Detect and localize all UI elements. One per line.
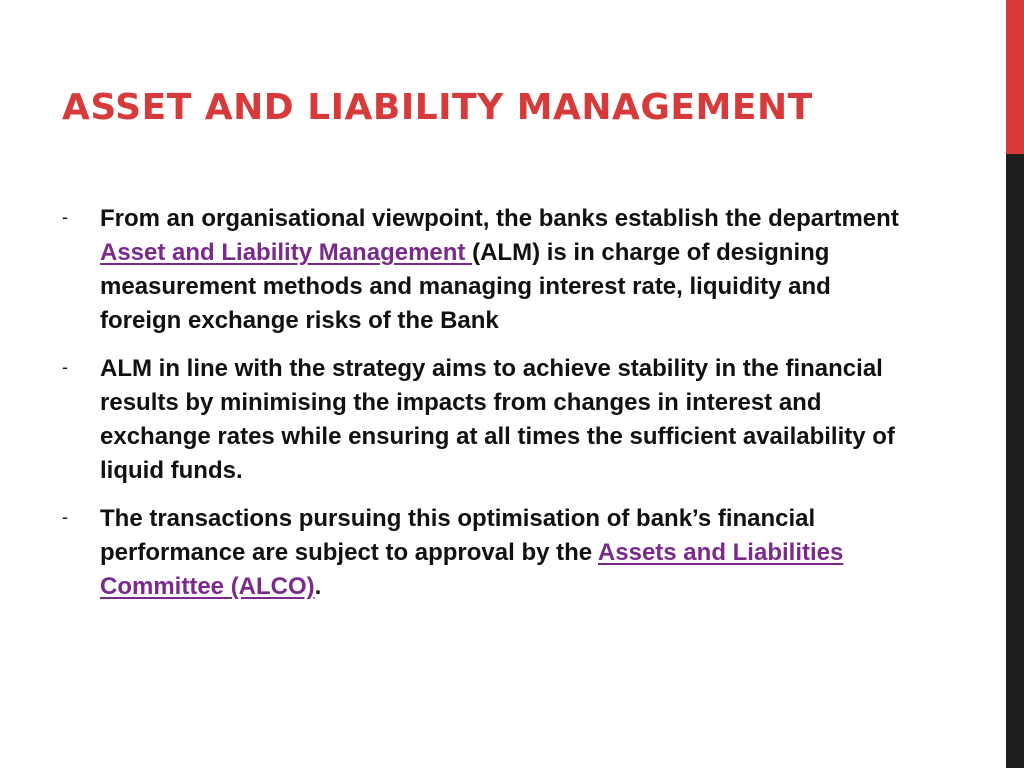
dash-marker: -	[62, 357, 68, 377]
slide-title: ASSET AND LIABILITY MANAGEMENT	[62, 87, 813, 128]
bullet-item-1	[62, 202, 902, 338]
bullet-2-text: ALM in line with the strategy aims to achieve stability in the financial results by minimising the impacts from changes in interest and exchange rates while ensuring at all times the sufficient availability of liquid funds.	[100, 355, 895, 484]
right-edge-accent	[1006, 0, 1024, 154]
bullet-1-text-start: From an organisational viewpoint, the banks establish the department	[100, 205, 899, 232]
alco-link[interactable]: Assets and Liabilities Committee (ALCO)	[100, 539, 844, 600]
bullet-3-text-start: The transactions pursuing this optimisation of bank’s financial performance are subject to approval by the	[100, 505, 816, 566]
bullet-item-3	[62, 502, 902, 604]
bullet-1-text-end: (ALM) is in charge of designing measurement methods and managing interest rate, liquidity and foreign exchange risks of the Bank	[100, 239, 831, 334]
dash-marker: -	[62, 207, 68, 227]
dash-marker: -	[62, 507, 68, 527]
bullet-3-text-end: .	[314, 573, 322, 600]
alm-link[interactable]: Asset and Liability Management	[100, 239, 473, 266]
bullet-item-2	[62, 352, 902, 488]
bullet-list	[62, 202, 902, 618]
